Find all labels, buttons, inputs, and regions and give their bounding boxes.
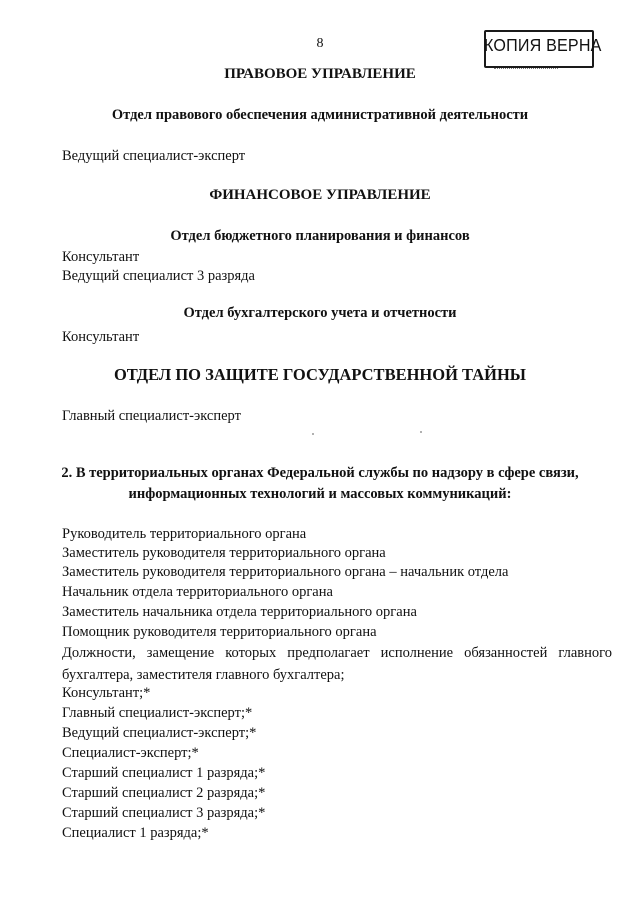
paragraph-line-2: бухгалтера, заместителя главного бухгалтера; [62, 667, 345, 683]
position-item: Заместитель руководителя территориального органа [62, 545, 386, 561]
position-chief-accountant-duties [62, 642, 612, 686]
scan-speck [420, 431, 422, 433]
paragraph-line-1: Должности, замещение которых предполагает исполнение обязанностей главного [62, 645, 612, 661]
position-item-starred: Ведущий специалист-эксперт;* [62, 725, 257, 741]
position-item: Консультант [62, 249, 140, 265]
department-budget-planning: Отдел бюджетного планирования и финансов [170, 228, 470, 244]
heading-finance-directorate: ФИНАНСОВОЕ УПРАВЛЕНИЕ [209, 187, 431, 203]
section-2-title-line-1: 2. В территориальных органах Федеральной службы по надзору в сфере связи, [61, 465, 579, 481]
page-number: 8 [316, 36, 324, 51]
scan-speck [312, 433, 314, 435]
position-item-starred: Специалист-эксперт;* [62, 745, 199, 761]
position-item: Консультант [62, 329, 140, 345]
department-legal-support: Отдел правового обеспечения административной деятельности [111, 107, 529, 123]
position-item: Ведущий специалист-эксперт [62, 148, 246, 164]
position-item: Главный специалист-эксперт [62, 408, 241, 424]
position-item: Руководитель территориального органа [62, 526, 307, 542]
position-item-starred: Старший специалист 3 разряда;* [62, 805, 266, 821]
position-item-starred: Консультант;* [62, 685, 151, 701]
position-item-starred: Старший специалист 1 разряда;* [62, 765, 266, 781]
position-item-starred: Старший специалист 2 разряда;* [62, 785, 266, 801]
position-item: Заместитель начальника отдела территориального органа [62, 604, 417, 620]
department-accounting: Отдел бухгалтерского учета и отчетности [183, 305, 457, 321]
stamp-text: КОПИЯ ВЕРНА [484, 35, 602, 55]
section-2-title-line-2: информационных технологий и массовых коммуникаций: [128, 486, 512, 502]
position-item-starred: Специалист 1 разряда;* [62, 825, 209, 841]
position-item: Заместитель руководителя территориального органа – начальник отдела [62, 564, 509, 580]
copy-certified-stamp [484, 30, 602, 68]
position-item: Начальник отдела территориального органа [62, 584, 333, 600]
position-item-starred: Главный специалист-эксперт;* [62, 705, 253, 721]
heading-state-secret-protection: ОТДЕЛ ПО ЗАЩИТЕ ГОСУДАРСТВЕННОЙ ТАЙНЫ [113, 365, 527, 384]
heading-legal-directorate: ПРАВОВОЕ УПРАВЛЕНИЕ [224, 66, 416, 82]
position-item: Помощник руководителя территориального органа [62, 624, 377, 640]
position-item: Ведущий специалист 3 разряда [62, 268, 255, 284]
